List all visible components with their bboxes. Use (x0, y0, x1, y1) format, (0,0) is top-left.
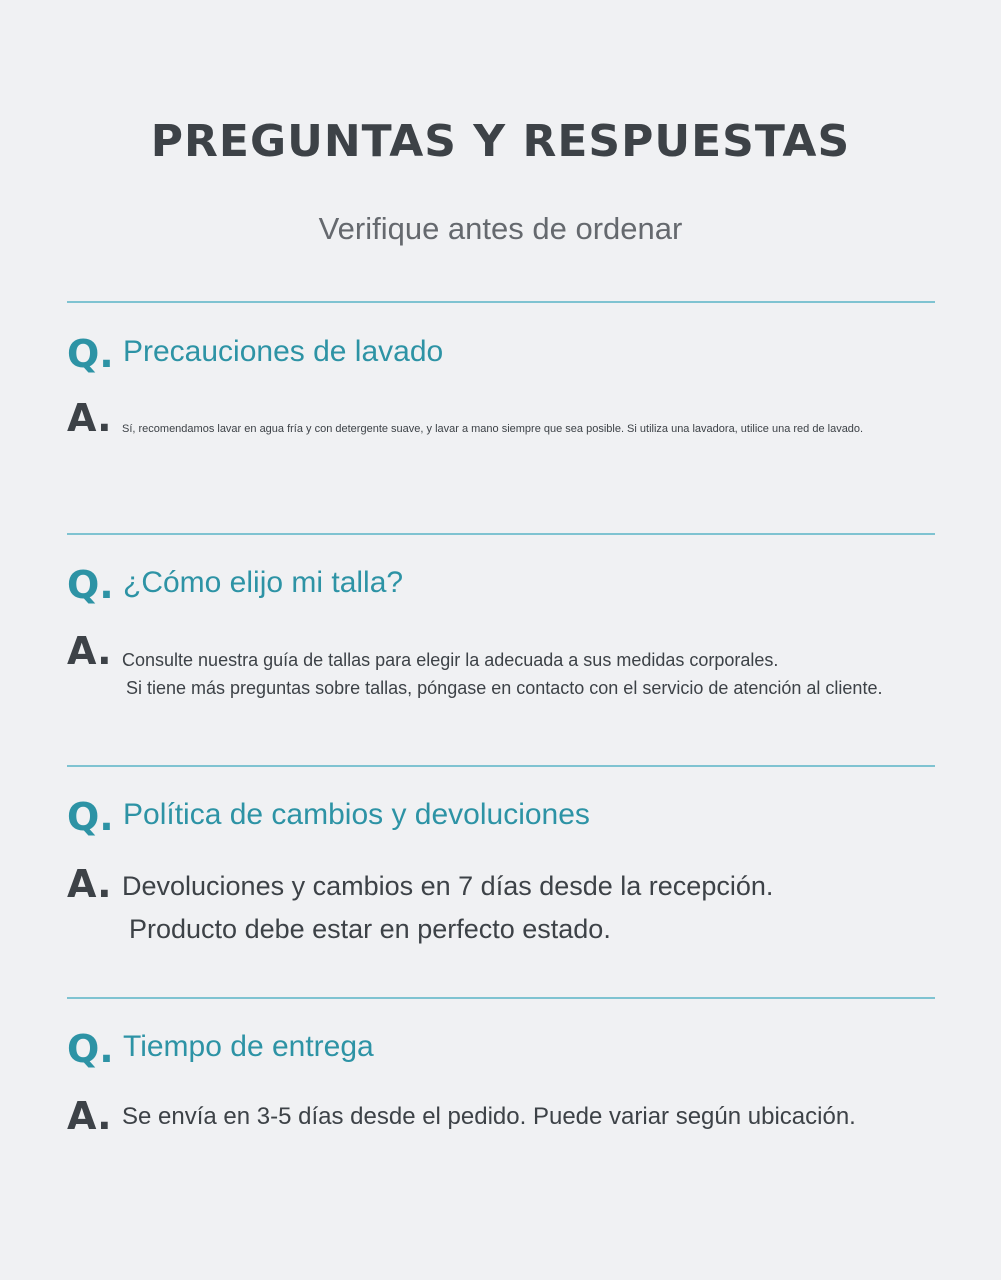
answer-marker: A. (67, 629, 112, 673)
answer-line: Se envía en 3-5 días desde el pedido. Puede variar según ubicación. (122, 1103, 856, 1130)
page-subtitle: Verifique antes de ordenar (318, 211, 683, 246)
section-divider (67, 765, 935, 767)
question-text: Política de cambios y devoluciones (123, 798, 590, 831)
question-text: Tiempo de entrega (123, 1030, 374, 1063)
section-divider (67, 533, 935, 535)
faq-item-size (67, 563, 947, 713)
question-text: ¿Cómo elijo mi talla? (123, 566, 404, 599)
answer-marker: A. (67, 862, 112, 906)
answer-text (122, 423, 863, 435)
question-marker: Q. (67, 1027, 114, 1071)
answer-line: Consulte nuestra guía de tallas para elegir la adecuada a sus medidas corporales. (122, 650, 779, 670)
answer-line: Producto debe estar en perfecto estado. (129, 914, 611, 944)
section-divider (67, 997, 935, 999)
question-marker: Q. (67, 563, 114, 607)
question-text: Precauciones de lavado (123, 335, 444, 368)
answer-marker: A. (67, 396, 112, 440)
faq-item-delivery (67, 1027, 947, 1147)
question-marker: Q. (67, 795, 114, 839)
section-divider (67, 301, 935, 303)
answer-text (122, 1101, 856, 1133)
answer-marker: A. (67, 1094, 112, 1138)
page-title: PREGUNTAS Y RESPUESTAS (150, 116, 851, 167)
faq-item-returns (67, 795, 947, 955)
faq-item-washing (67, 332, 947, 472)
answer-line: Si tiene más preguntas sobre tallas, póngase en contacto con el servicio de atención al cliente. (126, 678, 883, 698)
question-marker: Q. (67, 332, 114, 376)
answer-text (122, 865, 773, 951)
answer-text (122, 646, 882, 702)
answer-line: Sí, recomendamos lavar en agua fría y con detergente suave, y lavar a mano siempre que sea posible. Si utiliza una lavadora, utilice una red de lavado. (122, 423, 864, 435)
answer-line: Devoluciones y cambios en 7 días desde la recepción. (122, 871, 774, 901)
